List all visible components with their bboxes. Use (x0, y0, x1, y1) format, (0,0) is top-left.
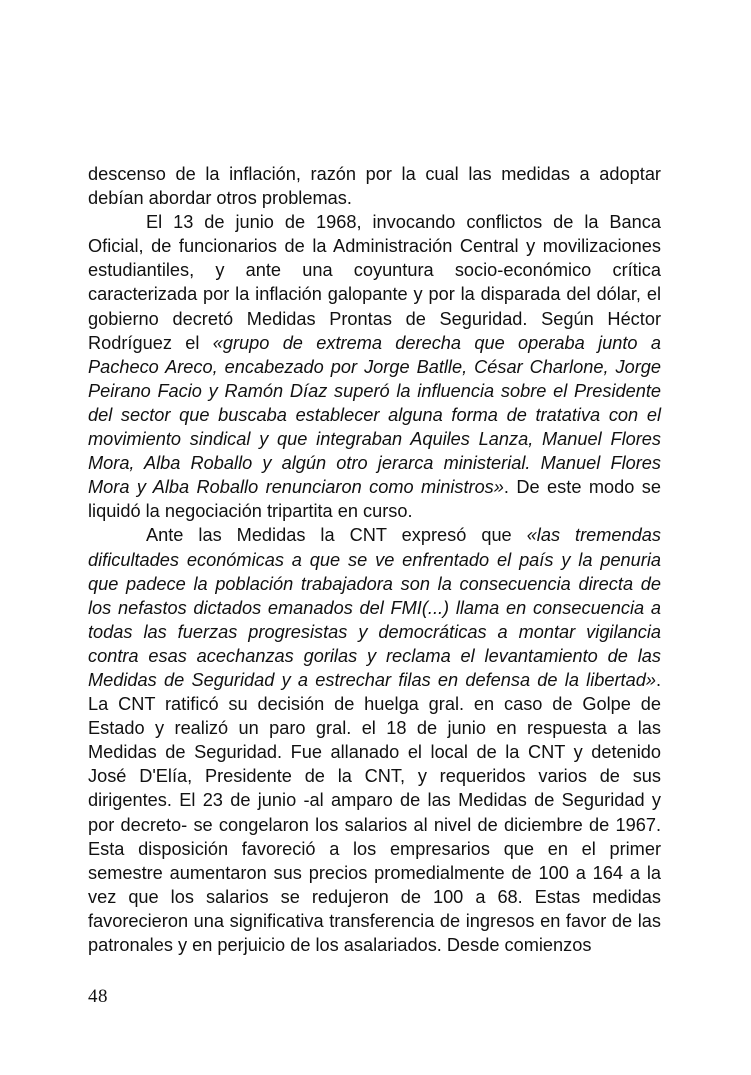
paragraph-2 (88, 210, 661, 523)
paragraph-2-tail: . De este modo se liquidó la negociación tripartita en curso. (88, 477, 661, 522)
paragraph-3-tail: . La CNT ratificó su decisión de huelga gral. en caso de Golpe de Estado y realizó un paro gral. el 18 de junio en respuesta a las Medidas de Seguridad. Fue allanado el local de la CNT y detenido José D'Elía, Presidente de la CNT, y requeridos varios de sus dirigentes. El 23 de junio -al amparo de las Medidas de Seguridad y por decreto- se congelaron los salarios al nivel de diciembre de 1967. Esta disposición favoreció a los empresarios que en el primer semestre aumentaron sus precios promedialmente de 100 a 164 a la vez que los salarios se redujeron de 100 a 68. Estas medidas favorecieron una significativa transferencia de ingresos en favor de las patronales y en perjuicio de los asalariados. Desde comienzos (88, 669, 661, 955)
page-number: 48 (88, 986, 108, 1007)
paragraph-3-quote: «las tremendas dificultades económicas a que se ve enfrentado el país y la penuria que padece la población trabajadora son la consecuencia directa de los nefastos dictados emanados del FMI(...) llama en consecuencia a todas las fuerzas progresistas y democráticas a montar vigilancia contra esas acechanzas gorilas y reclama el levantamiento de las Medidas de Seguridad y a estrechar filas en defensa de la libertad» (88, 525, 661, 690)
paragraph-3-text: Ante las Medidas la CNT expresó que (146, 525, 527, 546)
paragraph-1 (88, 162, 661, 210)
body-text (88, 162, 661, 957)
paragraph-1-text: descenso de la inflación, razón por la cual las medidas a adoptar debían abordar otros problemas. (88, 164, 661, 209)
paragraph-2-text: El 13 de junio de 1968, invocando conflictos de la Banca Oficial, de funcionarios de la Administración Central y movilizaciones estudiantiles, y ante una coyuntura socio-económico crítica caracterizada por la inflación galopante y por la disparada del dólar, el gobierno decretó Medidas Prontas de Seguridad. Según Héctor Rodríguez el (88, 212, 661, 353)
paragraph-3 (88, 523, 661, 957)
paragraph-2-quote: «grupo de extrema derecha que operaba junto a Pacheco Areco, encabezado por Jorge Batlle, César Charlone, Jorge Peirano Facio y Ramón Díaz superó la influencia sobre el Presidente del sector que buscaba establecer alguna forma de tratativa con el movimiento sindical y que integraban Aquiles Lanza, Manuel Flores Mora, Alba Roballo y algún otro jerarca ministerial. Manuel Flores Mora y Alba Roballo renunciaron como ministros» (88, 332, 661, 498)
